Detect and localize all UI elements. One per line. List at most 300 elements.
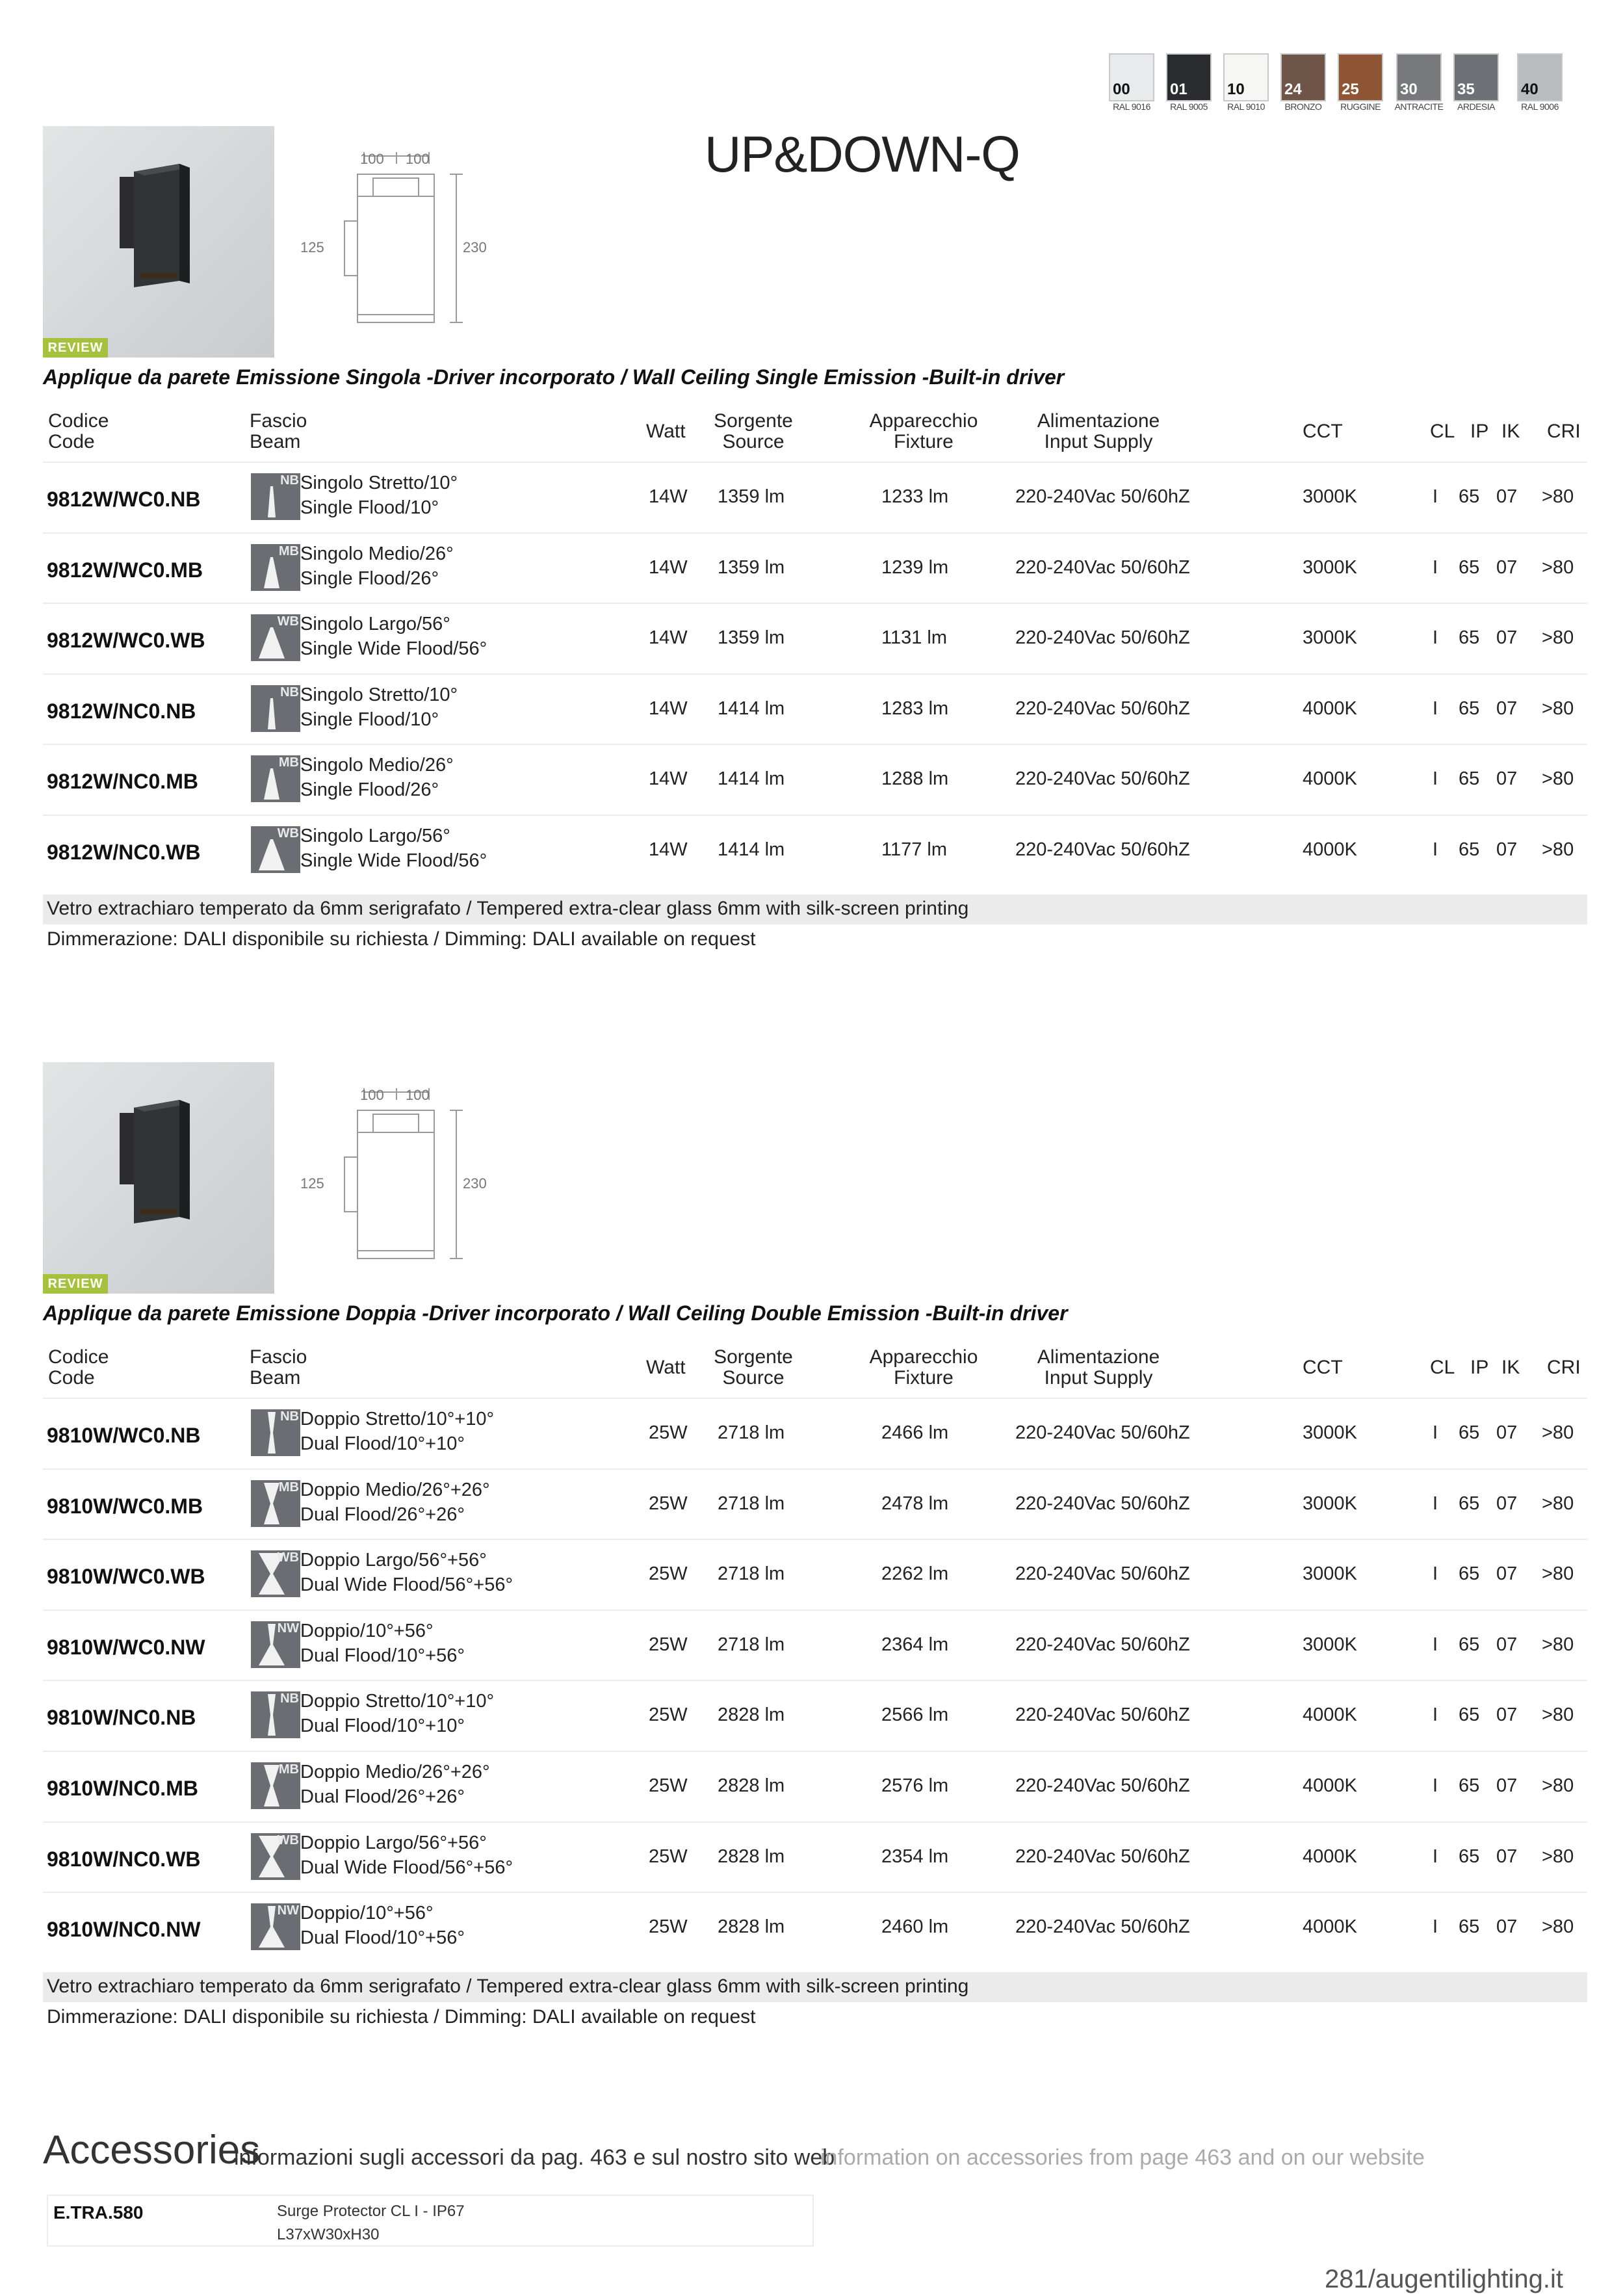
source-value: 1414 lm	[718, 839, 785, 860]
beam-icon	[251, 473, 300, 520]
cct-value: 4000K	[1303, 1775, 1357, 1796]
supply-value: 220-240Vac 50/60hZ	[1015, 1493, 1190, 1514]
beam-icon	[251, 1691, 300, 1738]
beam-description	[300, 1478, 490, 1527]
watt-value: 14W	[649, 486, 688, 507]
product-code: 9810W/WC0.WB	[47, 1565, 205, 1588]
header-supply-line: Alimentazione	[1037, 1346, 1160, 1368]
header-source	[711, 411, 796, 452]
source-value: 1414 lm	[718, 698, 785, 719]
beam-it: Singolo Largo/56°	[300, 614, 450, 634]
ip-value: 65	[1459, 1634, 1480, 1655]
ip-value: 65	[1459, 486, 1480, 507]
header-cri	[1547, 421, 1581, 442]
watt-value: 25W	[649, 1916, 688, 1937]
accessories-info-en: information on accessories from page 463 and on our website	[820, 2145, 1425, 2170]
finish-code: 40	[1521, 81, 1539, 98]
fixture-value: 1177 lm	[881, 839, 948, 860]
ip-value: 65	[1459, 1422, 1480, 1443]
header-ip	[1470, 421, 1488, 442]
row-divider	[43, 1398, 1587, 1399]
fixture-value: 2460 lm	[881, 1916, 949, 1937]
review-badge: REVIEW	[43, 338, 108, 358]
ik-value: 07	[1496, 1775, 1518, 1796]
source-value: 2828 lm	[718, 1775, 785, 1796]
header-beam-line: Beam	[250, 431, 301, 452]
beam-it: Doppio Largo/56°+56°	[300, 1833, 487, 1853]
supply-value: 220-240Vac 50/60hZ	[1015, 1916, 1190, 1937]
beam-icon	[251, 1833, 300, 1880]
page-footer: 281/augentilighting.it	[1325, 2265, 1563, 2293]
finish-swatch	[1517, 53, 1563, 101]
header-ip-line: IP	[1470, 421, 1489, 442]
header-ik	[1501, 421, 1520, 442]
finish-swatch	[1396, 53, 1442, 101]
cl-value: I	[1433, 1775, 1438, 1796]
cl-value: I	[1433, 1422, 1438, 1443]
beam-en: Dual Wide Flood/56°+56°	[300, 1574, 513, 1595]
ik-value: 07	[1496, 1563, 1518, 1584]
beam-description	[300, 824, 487, 873]
header-source	[711, 1347, 796, 1389]
supply-value: 220-240Vac 50/60hZ	[1015, 1422, 1190, 1443]
header-fixture	[862, 1347, 985, 1389]
svg-text:125: 125	[300, 239, 324, 255]
header-supply	[1027, 1347, 1170, 1389]
watt-value: 25W	[649, 1775, 688, 1796]
ik-value: 07	[1496, 1634, 1518, 1655]
finish-label: RAL 9006	[1521, 101, 1559, 112]
source-value: 1414 lm	[718, 768, 785, 789]
ik-value: 07	[1496, 839, 1518, 860]
beam-description	[300, 1901, 465, 1950]
beam-tag: MB	[278, 1762, 299, 1777]
finish-swatch	[1453, 53, 1499, 101]
beam-icon	[251, 826, 300, 873]
product-code: 9810W/WC0.MB	[47, 1494, 203, 1518]
cct-value: 3000K	[1303, 486, 1357, 507]
header-beam-line: Beam	[250, 1367, 301, 1389]
ip-value: 65	[1459, 839, 1480, 860]
source-value: 2718 lm	[718, 1422, 785, 1443]
supply-value: 220-240Vac 50/60hZ	[1015, 557, 1190, 578]
source-value: 2718 lm	[718, 1493, 785, 1514]
header-source-line: Source	[722, 1367, 785, 1389]
accessory-size: L37xW30xH30	[277, 2226, 380, 2243]
cl-value: I	[1433, 486, 1438, 507]
lamp-illustration	[43, 1062, 274, 1294]
header-ik-line: IK	[1501, 421, 1520, 442]
accessories-title: Accessories	[43, 2128, 261, 2172]
beam-icon	[251, 614, 300, 661]
product-code: 9812W/NC0.NB	[47, 699, 196, 723]
ip-value: 65	[1459, 768, 1480, 789]
product-code: 9810W/NC0.MB	[47, 1777, 198, 1800]
cct-value: 3000K	[1303, 557, 1357, 578]
header-fixture	[862, 411, 985, 452]
supply-value: 220-240Vac 50/60hZ	[1015, 1846, 1190, 1867]
cl-value: I	[1433, 627, 1438, 648]
cri-value: >80	[1542, 1775, 1574, 1796]
dimension-drawing-single	[292, 144, 500, 343]
finish-label: RUGGINE	[1340, 101, 1381, 112]
product-code: 9812W/WC0.WB	[47, 629, 205, 652]
finish-swatch	[1223, 53, 1269, 101]
cl-value: I	[1433, 1916, 1438, 1937]
finish-label: RAL 9005	[1170, 101, 1208, 112]
header-source-line: Source	[722, 431, 785, 452]
beam-it: Singolo Medio/26°	[300, 543, 454, 564]
finish-label: ARDESIA	[1457, 101, 1495, 112]
cl-value: I	[1433, 768, 1438, 789]
cri-value: >80	[1542, 1422, 1574, 1443]
beam-en: Single Wide Flood/56°	[300, 638, 487, 659]
finish-code: 35	[1457, 81, 1475, 98]
beam-it: Doppio Medio/26°+26°	[300, 1762, 490, 1782]
cri-value: >80	[1542, 1563, 1574, 1584]
beam-icon	[251, 1762, 300, 1809]
glass-note: Vetro extrachiaro temperato da 6mm serigrafato / Tempered extra-clear glass 6mm with silk-screen printing	[47, 898, 969, 919]
ip-value: 65	[1459, 1916, 1480, 1937]
review-badge: REVIEW	[43, 1274, 108, 1294]
header-beam	[250, 1347, 307, 1389]
source-value: 2828 lm	[718, 1916, 785, 1937]
header-watt-line: Watt	[646, 421, 686, 442]
ip-value: 65	[1459, 557, 1480, 578]
beam-description	[300, 1548, 513, 1597]
supply-value: 220-240Vac 50/60hZ	[1015, 698, 1190, 719]
beam-icon	[251, 755, 300, 802]
beam-description	[300, 612, 487, 661]
section-title-double: Applique da parete Emissione Doppia -Driver incorporato / Wall Ceiling Double Emission -Built-in driver	[43, 1301, 1068, 1325]
beam-en: Dual Flood/10°+56°	[300, 1927, 465, 1948]
header-code-line: Code	[48, 431, 95, 452]
finish-swatch	[1338, 53, 1383, 101]
header-code-line: Codice	[48, 410, 109, 432]
cri-value: >80	[1542, 768, 1574, 789]
ik-value: 07	[1496, 486, 1518, 507]
finish-label: ANTRACITE	[1394, 101, 1444, 112]
beam-description	[300, 1619, 465, 1668]
ik-value: 07	[1496, 768, 1518, 789]
svg-text:230: 230	[463, 1175, 487, 1192]
beam-icon	[251, 544, 300, 591]
watt-value: 25W	[649, 1422, 688, 1443]
cl-value: I	[1433, 839, 1438, 860]
beam-en: Dual Flood/10°+10°	[300, 1433, 465, 1454]
fixture-value: 1239 lm	[881, 557, 949, 578]
beam-tag: NB	[280, 685, 299, 699]
source-value: 1359 lm	[718, 486, 785, 507]
cct-value: 4000K	[1303, 698, 1357, 719]
beam-en: Single Flood/26°	[300, 779, 439, 800]
header-code-line: Code	[48, 1367, 95, 1389]
header-cct-line: CCT	[1303, 421, 1343, 442]
accessory-code: E.TRA.580	[53, 2202, 144, 2223]
dimension-drawing-double	[292, 1080, 500, 1279]
beam-description	[300, 753, 454, 802]
header-ik-line: IK	[1501, 1357, 1520, 1378]
cct-value: 4000K	[1303, 768, 1357, 789]
header-watt-line: Watt	[646, 1357, 686, 1378]
header-cl-line: CL	[1430, 421, 1455, 442]
fixture-value: 2262 lm	[881, 1563, 949, 1584]
cri-value: >80	[1542, 1916, 1574, 1937]
finish-code: 10	[1227, 81, 1245, 98]
fixture-value: 2576 lm	[881, 1775, 949, 1796]
beam-tag: WB	[277, 1833, 299, 1847]
finish-swatch	[1166, 53, 1212, 101]
header-cct	[1303, 1357, 1343, 1378]
header-cct	[1303, 421, 1343, 442]
fixture-value: 2566 lm	[881, 1704, 949, 1725]
row-divider	[43, 744, 1587, 745]
cl-value: I	[1433, 1704, 1438, 1725]
header-cl	[1430, 421, 1455, 442]
beam-en: Single Flood/10°	[300, 709, 439, 730]
header-cl-line: CL	[1430, 1357, 1455, 1378]
svg-text:230: 230	[463, 239, 487, 255]
row-divider	[43, 1610, 1587, 1611]
ip-value: 65	[1459, 1846, 1480, 1867]
ik-value: 07	[1496, 1493, 1518, 1514]
beam-it: Singolo Medio/26°	[300, 755, 454, 776]
header-fixture-line: Apparecchio	[869, 410, 978, 432]
product-code: 9810W/NC0.NB	[47, 1706, 196, 1729]
beam-tag: NW	[277, 1621, 299, 1636]
ip-value: 65	[1459, 1704, 1480, 1725]
svg-text:100: 100	[406, 1087, 430, 1103]
cl-value: I	[1433, 1493, 1438, 1514]
supply-value: 220-240Vac 50/60hZ	[1015, 1634, 1190, 1655]
cri-value: >80	[1542, 486, 1574, 507]
svg-text:125: 125	[300, 1175, 324, 1192]
header-fixture-line: Fixture	[894, 1367, 954, 1389]
product-code: 9810W/WC0.NW	[47, 1636, 205, 1659]
fixture-value: 1233 lm	[881, 486, 949, 507]
header-beam-line: Fascio	[250, 1346, 307, 1368]
beam-icon	[251, 1480, 300, 1527]
cct-value: 3000K	[1303, 1634, 1357, 1655]
fixture-value: 2354 lm	[881, 1846, 949, 1867]
beam-it: Doppio/10°+56°	[300, 1903, 434, 1924]
header-beam	[250, 411, 307, 452]
section-title-single: Applique da parete Emissione Singola -Driver incorporato / Wall Ceiling Single Emission -Built-in driver	[43, 365, 1065, 389]
header-ip	[1470, 1357, 1488, 1378]
beam-en: Dual Wide Flood/56°+56°	[300, 1857, 513, 1878]
beam-tag: WB	[277, 614, 299, 629]
ip-value: 65	[1459, 1775, 1480, 1796]
dimming-note: Dimmerazione: DALI disponibile su richiesta / Dimming: DALI available on request	[47, 2006, 756, 2028]
beam-it: Doppio Stretto/10°+10°	[300, 1409, 495, 1429]
beam-en: Single Wide Flood/56°	[300, 850, 487, 871]
finish-swatch	[1280, 53, 1326, 101]
beam-en: Dual Flood/10°+56°	[300, 1645, 465, 1666]
row-divider	[43, 1751, 1587, 1752]
accessory-row	[47, 2195, 814, 2247]
supply-value: 220-240Vac 50/60hZ	[1015, 768, 1190, 789]
watt-value: 25W	[649, 1493, 688, 1514]
header-cl	[1430, 1357, 1455, 1378]
product-code: 9812W/NC0.MB	[47, 770, 198, 793]
ik-value: 07	[1496, 698, 1518, 719]
header-cct-line: CCT	[1303, 1357, 1343, 1378]
ip-value: 65	[1459, 1563, 1480, 1584]
cri-value: >80	[1542, 1493, 1574, 1514]
beam-tag: MB	[278, 755, 299, 770]
cct-value: 3000K	[1303, 627, 1357, 648]
ik-value: 07	[1496, 1422, 1518, 1443]
beam-icon	[251, 685, 300, 732]
cri-value: >80	[1542, 1704, 1574, 1725]
cl-value: I	[1433, 1563, 1438, 1584]
header-watt	[646, 1357, 686, 1378]
product-title: UP&DOWN-Q	[705, 125, 1020, 183]
supply-value: 220-240Vac 50/60hZ	[1015, 627, 1190, 648]
product-code: 9812W/WC0.MB	[47, 558, 203, 582]
fixture-value: 1288 lm	[881, 768, 949, 789]
cl-value: I	[1433, 1634, 1438, 1655]
cri-value: >80	[1542, 1846, 1574, 1867]
beam-it: Singolo Largo/56°	[300, 826, 450, 846]
svg-text:100: 100	[360, 151, 384, 167]
watt-value: 14W	[649, 627, 688, 648]
source-value: 1359 lm	[718, 627, 785, 648]
beam-description	[300, 1407, 494, 1456]
cct-value: 3000K	[1303, 1422, 1357, 1443]
beam-tag: NB	[280, 1409, 299, 1424]
beam-en: Single Flood/26°	[300, 568, 439, 589]
finish-label: RAL 9010	[1227, 101, 1265, 112]
row-divider	[43, 532, 1587, 534]
beam-description	[300, 683, 458, 732]
lamp-illustration	[43, 126, 274, 358]
row-divider	[43, 462, 1587, 463]
cri-value: >80	[1542, 1634, 1574, 1655]
header-source-line: Sorgente	[714, 1346, 793, 1368]
supply-value: 220-240Vac 50/60hZ	[1015, 839, 1190, 860]
finish-swatch	[1109, 53, 1154, 101]
accessories-info-it: informazioni sugli accessori da pag. 463 e sul nostro sito web	[234, 2145, 835, 2170]
beam-icon	[251, 1550, 300, 1597]
header-supply-line: Input Supply	[1044, 1367, 1153, 1389]
cct-value: 4000K	[1303, 1704, 1357, 1725]
header-supply	[1027, 411, 1170, 452]
cri-value: >80	[1542, 698, 1574, 719]
beam-description	[300, 1760, 490, 1809]
watt-value: 14W	[649, 768, 688, 789]
header-supply-line: Input Supply	[1044, 431, 1153, 452]
beam-it: Doppio Largo/56°+56°	[300, 1550, 487, 1571]
finish-label: BRONZO	[1284, 101, 1322, 112]
row-divider	[43, 815, 1587, 816]
header-source-line: Sorgente	[714, 410, 793, 432]
ik-value: 07	[1496, 627, 1518, 648]
cct-value: 3000K	[1303, 1493, 1357, 1514]
watt-value: 25W	[649, 1704, 688, 1725]
svg-text:100: 100	[360, 1087, 384, 1103]
beam-icon	[251, 1621, 300, 1668]
beam-en: Dual Flood/26°+26°	[300, 1786, 465, 1807]
beam-icon	[251, 1409, 300, 1456]
cct-value: 4000K	[1303, 839, 1357, 860]
cct-value: 4000K	[1303, 1916, 1357, 1937]
product-photo-single	[43, 126, 274, 358]
finish-code: 30	[1400, 81, 1418, 98]
ik-value: 07	[1496, 1916, 1518, 1937]
svg-text:100: 100	[406, 151, 430, 167]
beam-it: Singolo Stretto/10°	[300, 473, 458, 493]
cl-value: I	[1433, 1846, 1438, 1867]
watt-value: 25W	[649, 1563, 688, 1584]
ik-value: 07	[1496, 1704, 1518, 1725]
row-divider	[43, 1680, 1587, 1681]
beam-tag: NB	[280, 1691, 299, 1706]
cri-value: >80	[1542, 557, 1574, 578]
header-fixture-line: Fixture	[894, 431, 954, 452]
supply-value: 220-240Vac 50/60hZ	[1015, 1704, 1190, 1725]
fixture-value: 2364 lm	[881, 1634, 949, 1655]
beam-en: Dual Flood/26°+26°	[300, 1504, 465, 1525]
source-value: 2718 lm	[718, 1563, 785, 1584]
cl-value: I	[1433, 557, 1438, 578]
beam-description	[300, 1689, 494, 1738]
beam-tag: MB	[278, 1480, 299, 1494]
product-code: 9810W/NC0.WB	[47, 1847, 201, 1871]
glass-note: Vetro extrachiaro temperato da 6mm serigrafato / Tempered extra-clear glass 6mm with silk-screen printing	[47, 1976, 969, 1997]
header-cri-line: CRI	[1547, 421, 1581, 442]
beam-it: Doppio/10°+56°	[300, 1621, 434, 1641]
product-code: 9812W/NC0.WB	[47, 841, 201, 864]
beam-tag: NW	[277, 1903, 299, 1918]
ip-value: 65	[1459, 698, 1480, 719]
supply-value: 220-240Vac 50/60hZ	[1015, 1563, 1190, 1584]
ip-value: 65	[1459, 627, 1480, 648]
beam-description	[300, 541, 454, 591]
fixture-value: 1131 lm	[881, 627, 948, 648]
beam-tag: MB	[278, 544, 299, 558]
source-value: 2828 lm	[718, 1704, 785, 1725]
source-value: 2828 lm	[718, 1846, 785, 1867]
beam-it: Singolo Stretto/10°	[300, 685, 458, 705]
header-watt	[646, 421, 686, 442]
supply-value: 220-240Vac 50/60hZ	[1015, 486, 1190, 507]
ip-value: 65	[1459, 1493, 1480, 1514]
header-beam-line: Fascio	[250, 410, 307, 432]
header-code-line: Codice	[48, 1346, 109, 1368]
watt-value: 25W	[649, 1634, 688, 1655]
cri-value: >80	[1542, 627, 1574, 648]
cri-value: >80	[1542, 839, 1574, 860]
watt-value: 14W	[649, 698, 688, 719]
header-code	[48, 411, 109, 452]
watt-value: 14W	[649, 557, 688, 578]
accessory-desc: Surge Protector CL I - IP67	[277, 2202, 465, 2220]
finish-code: 01	[1170, 81, 1188, 98]
beam-icon	[251, 1903, 300, 1950]
beam-en: Single Flood/10°	[300, 497, 439, 518]
finish-code: 24	[1284, 81, 1302, 98]
row-divider	[43, 603, 1587, 604]
row-divider	[43, 1821, 1587, 1823]
ik-value: 07	[1496, 1846, 1518, 1867]
beam-description	[300, 1831, 513, 1880]
row-divider	[43, 1539, 1587, 1540]
row-divider	[43, 1892, 1587, 1893]
header-ip-line: IP	[1470, 1357, 1489, 1378]
header-cri	[1547, 1357, 1581, 1378]
beam-it: Doppio Stretto/10°+10°	[300, 1691, 495, 1712]
